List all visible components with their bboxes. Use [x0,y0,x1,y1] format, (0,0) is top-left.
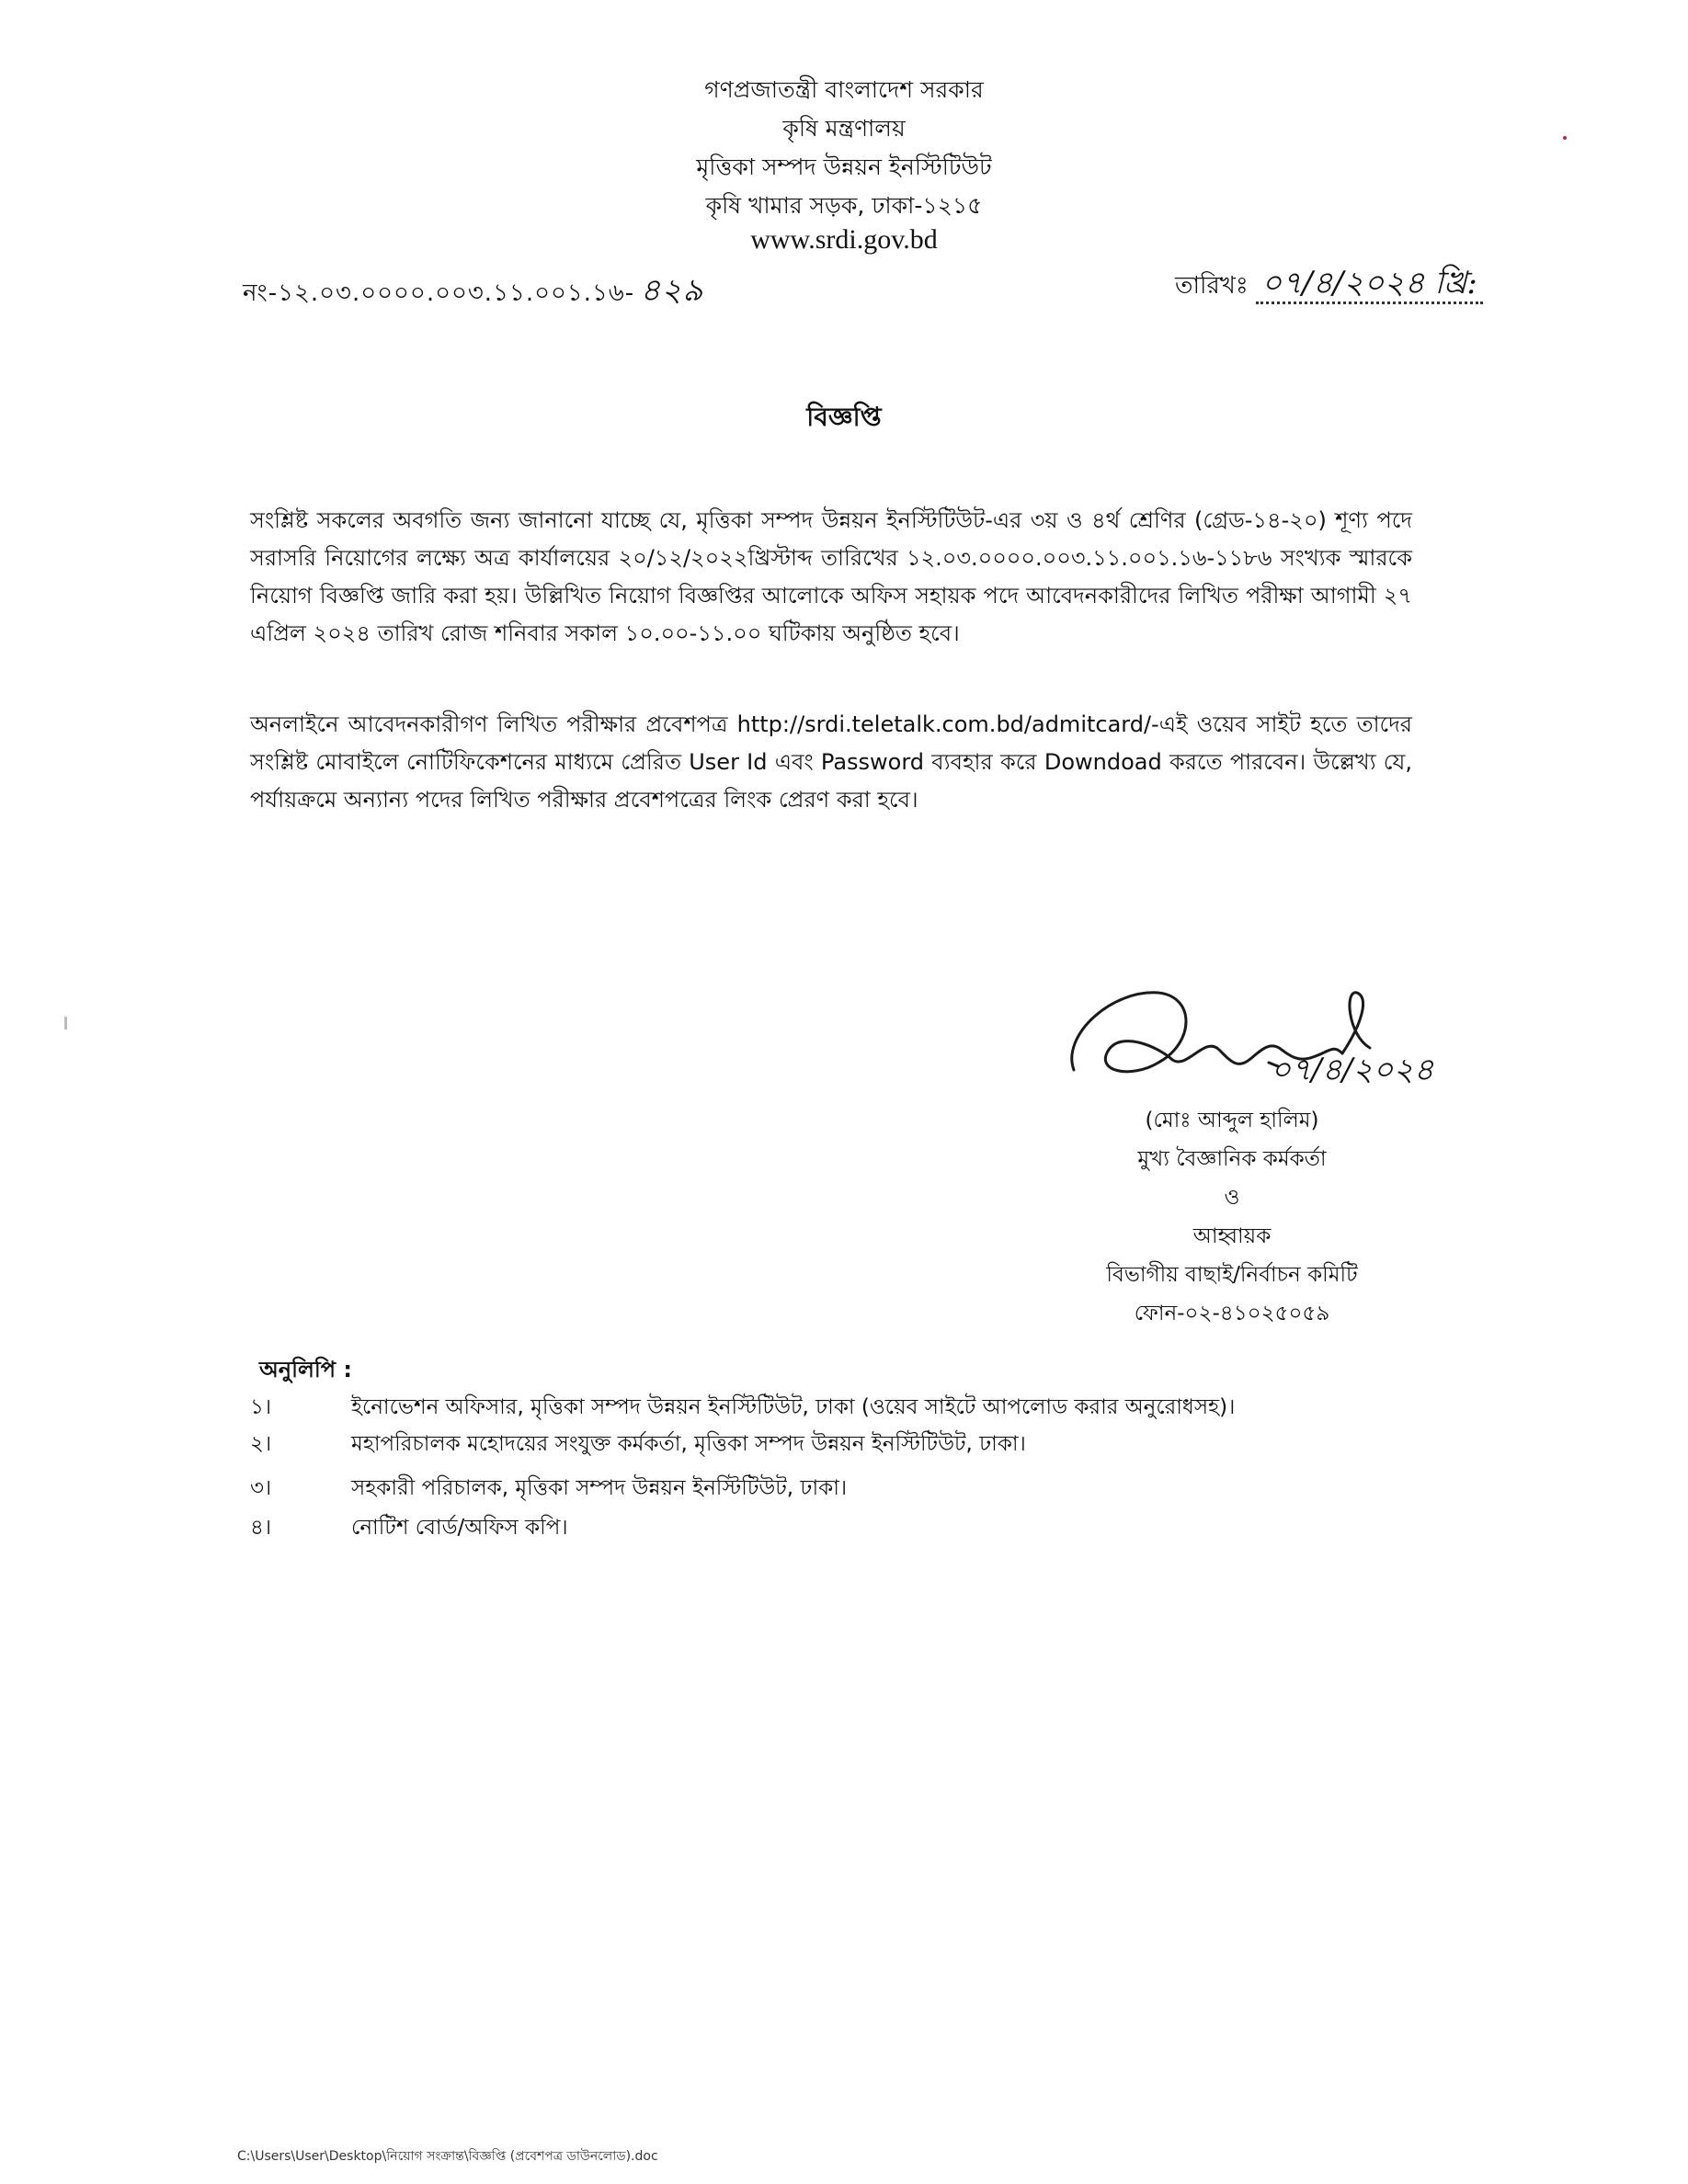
copy-to-number: ৩। [250,1476,272,1500]
memo-date [1175,259,1483,312]
copy-to-item [250,1510,568,1546]
signatory-designation: মুখ্য বৈজ্ঞানিক কর্মকর্তা [1137,1147,1327,1171]
copy-to-item [250,1471,847,1507]
signatory-committee: বিভাগীয় বাছাই/নির্বাচন কমিটি [1106,1263,1358,1287]
memo-number-handwritten: ৪২৯ [640,272,704,309]
signatory-block [1048,1101,1416,1333]
memo-number-prefix: নং-১২.০৩.০০০০.০০৩.১১.০০১.১৬- [243,279,635,307]
scan-speck [64,1017,67,1029]
copy-to-item [250,1427,1026,1462]
letterhead-institute: মৃত্তিকা সম্পদ উন্নয়ন ইনস্টিটিউট [696,154,992,180]
copy-to-number: ১। [250,1395,272,1419]
copy-to-text: সহকারী পরিচালক, মৃত্তিকা সম্পদ উন্নয়ন ইনস্টিটিউট, ঢাকা। [351,1476,848,1500]
copy-to-text: নোটিশ বোর্ড/অফিস কপি। [351,1516,568,1540]
letterhead-ministry: কৃষি মন্ত্রণালয় [782,115,906,142]
signatory-role: আহ্বায়ক [1192,1224,1272,1248]
copy-to-text: মহাপরিচালক মহোদয়ের সংযুক্ত কর্মকর্তা, মৃত্তিকা সম্পদ উন্নয়ন ইনস্টিটিউট, ঢাকা। [351,1432,1026,1456]
copy-to-number: ৪। [250,1516,272,1540]
letterhead-address: কৃষি খামার সড়ক, ঢাকা-১২১৫ [705,192,983,219]
signatory-conjunction: ও [1224,1186,1240,1210]
body-paragraph-1: সংশ্লিষ্ট সকলের অবগতি জন্য জানানো যাচ্ছে যে, মৃত্তিকা সম্পদ উন্নয়ন ইনস্টিটিউট-এর ৩য় ও ৪র্থ শ্রেণির (গ্রেড-১৪-২০) শূণ্য পদে সরাসরি নিয়োগের লক্ষ্যে অত্র কার্যালয়ের ২০/১২/২০২২খ্রিস্টাব্দ তারিখের ১২.০৩.০০০০.০০৩.১১.০০১.১৬-১১৮৬ সংখ্যক স্মারকে নিয়োগ বিজ্ঞপ্তি জারি করা হয়। উল্লিখিত নিয়োগ বিজ্ঞপ্তির আলোকে অফিস সহায়ক পদে আবেদনকারীদের লিখিত পরীক্ষা আগামী ২৭ এপ্রিল ২০২৪ তারিখ রোজ শনিবার সকাল ১০.০০-১১.০০ ঘটিকায় অনুষ্ঠিত হবে। [250,507,1412,646]
signatory-name: (মোঃ আব্দুল হালিম) [1145,1109,1319,1132]
signature-date: ০৭/৪/২০২৪ [1271,1052,1434,1088]
copy-to-text: ইনোভেশন অফিসার, মৃত্তিকা সম্পদ উন্নয়ন ইনস্টিটিউট, ঢাকা (ওয়েব সাইটে আপলোড করার অনুরোধসহ)। [351,1395,1236,1419]
memo-number [243,267,703,319]
copy-to-item [250,1390,1235,1426]
footer-file-path: C:\Users\User\Desktop\নিয়োগ সংক্রান্ত\বিজ্ঞপ্তি (প্রবেশপত্র ডাউনলোড).doc [237,2149,658,2164]
copy-to-title: অনুলিপি : [259,1357,352,1382]
letterhead-government: গণপ্রজাতন্ত্রী বাংলাদেশ সরকার [704,76,984,103]
letterhead-website: www.srdi.gov.bd [750,224,938,255]
date-handwritten: ০৭/৪/২০২৪ খ্রি: [1256,265,1483,304]
date-label: তারিখঃ [1175,272,1249,300]
notice-title: বিজ্ঞপ্তি [806,402,882,432]
copy-to-number: ২। [250,1432,272,1456]
body-paragraph-2: অনলাইনে আবেদনকারীগণ লিখিত পরীক্ষার প্রবেশপত্র http://srdi.teletalk.com.bd/admitcard/-এই ওয়েব সাইট হতে তাদের সংশ্লিষ্ট মোবাইলে নোটিফিকেশনের মাধ্যমে প্রেরিত User Id এবং Password ব্যবহার করে Downdoad করতে পারবেন। উল্লেখ্য যে, পর্যায়ক্রমে অন্যান্য পদের লিখিত পরীক্ষার প্রবেশপত্রের লিংক প্রেরণ করা হবে। [250,711,1412,813]
signatory-phone: ফোন-০২-৪১০২৫০৫৯ [1134,1302,1330,1325]
